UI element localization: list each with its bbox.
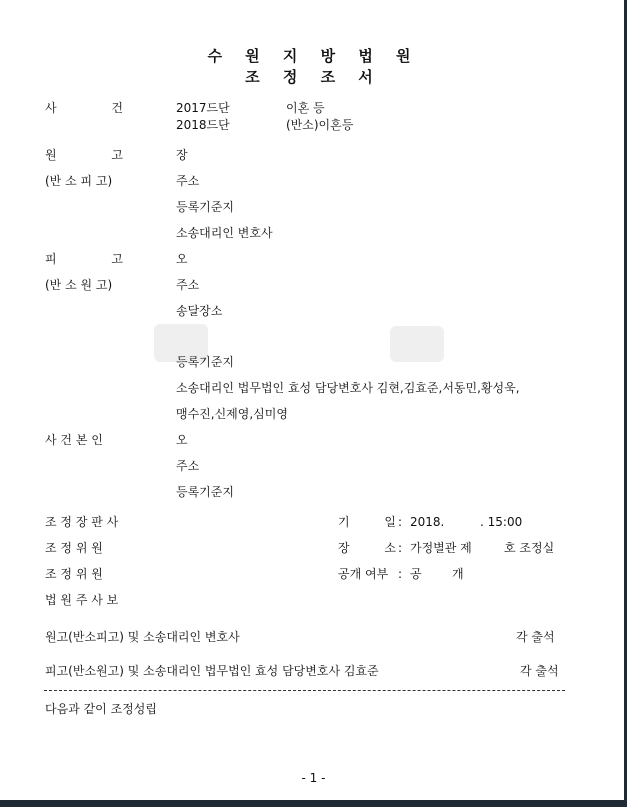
defendant-counsel-continued: 맹수진,신제영,심미영 xyxy=(176,407,288,421)
mediator-1-label: 조 정 위 원 xyxy=(45,541,103,555)
time-value: . 15:00 xyxy=(480,515,523,529)
case-name-1: 이혼 등 xyxy=(286,101,325,115)
judge-label: 조 정 장 판 사 xyxy=(45,515,119,529)
case-label: 사 건 xyxy=(45,101,123,115)
place-value: 가정별관 제 xyxy=(410,541,472,555)
public-label: 공개 여부 xyxy=(338,567,389,581)
case-name-2: (반소)이혼등 xyxy=(286,118,354,132)
date-value: 2018. xyxy=(410,515,445,529)
plaintiff-name: 장 xyxy=(176,148,188,162)
page-number: - 1 - xyxy=(301,771,326,785)
document-page: 수 원 지 방 법 원 조 정 조 서 사 건 2017드단 이혼 등 2018드단 (반소)이혼등 원 고 장 (반 소 피 고) 주소 등록기준지 소송대리인 변호사 피 고 오 (반 소 원 고) 주소 송달장소 등록기준지 소송대리인 법무법인 효성 담당변호사 김현,김효준,서동민,황성욱, 맹수진,신제영,심미영 사 건 본 인 오 주소 등록기준지 조 정 장 판 사 조 정 위 원 조 정 위 원 법 원 주 사 보 기 일 : 2018. . 15:00 장 소 : 가정별관 제 호 조정실 공개 여부 : 공 개 원고(반소피고) 및 소송대리인 변호사 각 출석 피고(반소원고) 및 소송대리인 법무법인 효성 담당변호사 김효준 각 출석 다음과 같이 조정성립 - 1 - xyxy=(0,0,627,807)
clerk-label: 법 원 주 사 보 xyxy=(45,593,119,607)
case-number-1: 2017드단 xyxy=(176,101,230,115)
defendant-registry-label: 등록기준지 xyxy=(176,355,234,369)
mediator-2-label: 조 정 위 원 xyxy=(45,567,103,581)
defendant-name: 오 xyxy=(176,252,188,266)
mediation-result: 다음과 같이 조정성립 xyxy=(45,702,157,716)
plaintiff-attendance: 원고(반소피고) 및 소송대리인 변호사 xyxy=(45,630,240,644)
principal-name: 오 xyxy=(176,433,188,447)
public-value: 공 xyxy=(410,567,422,581)
defendant-attendance-status: 각 출석 xyxy=(520,664,559,678)
public-value-2: 개 xyxy=(452,567,464,581)
plaintiff-counsel-label: 소송대리인 변호사 xyxy=(176,226,273,240)
plaintiff-attendance-status: 각 출석 xyxy=(516,630,555,644)
plaintiff-registry-label: 등록기준지 xyxy=(176,200,234,214)
date-label: 기 일 xyxy=(338,515,396,529)
plaintiff-label: 원 고 xyxy=(45,148,123,162)
viewer-edge-bottom xyxy=(0,800,627,807)
defendant-counsel: 소송대리인 법무법인 효성 담당변호사 김현,김효준,서동민,황성욱, xyxy=(176,381,520,395)
defendant-address-label: 주소 xyxy=(176,278,200,292)
principal-registry-label: 등록기준지 xyxy=(176,485,234,499)
plaintiff-address-label: 주소 xyxy=(176,174,200,188)
defendant-label: 피 고 xyxy=(45,252,123,266)
room-value: 호 조정실 xyxy=(504,541,555,555)
defendant-attendance: 피고(반소원고) 및 소송대리인 법무법인 효성 담당변호사 김효준 xyxy=(45,664,379,678)
document-title: 조 정 조 서 xyxy=(245,68,382,86)
defendant-service-label: 송달장소 xyxy=(176,304,223,318)
principal-address-label: 주소 xyxy=(176,459,200,473)
section-divider xyxy=(44,690,565,691)
case-number-2: 2018드단 xyxy=(176,118,230,132)
defendant-sub-label: (반 소 원 고) xyxy=(45,278,113,292)
court-name: 수 원 지 방 법 원 xyxy=(207,47,420,65)
principal-label: 사 건 본 인 xyxy=(45,433,103,447)
place-label: 장 소 xyxy=(338,541,396,555)
plaintiff-sub-label: (반 소 피 고) xyxy=(45,174,113,188)
